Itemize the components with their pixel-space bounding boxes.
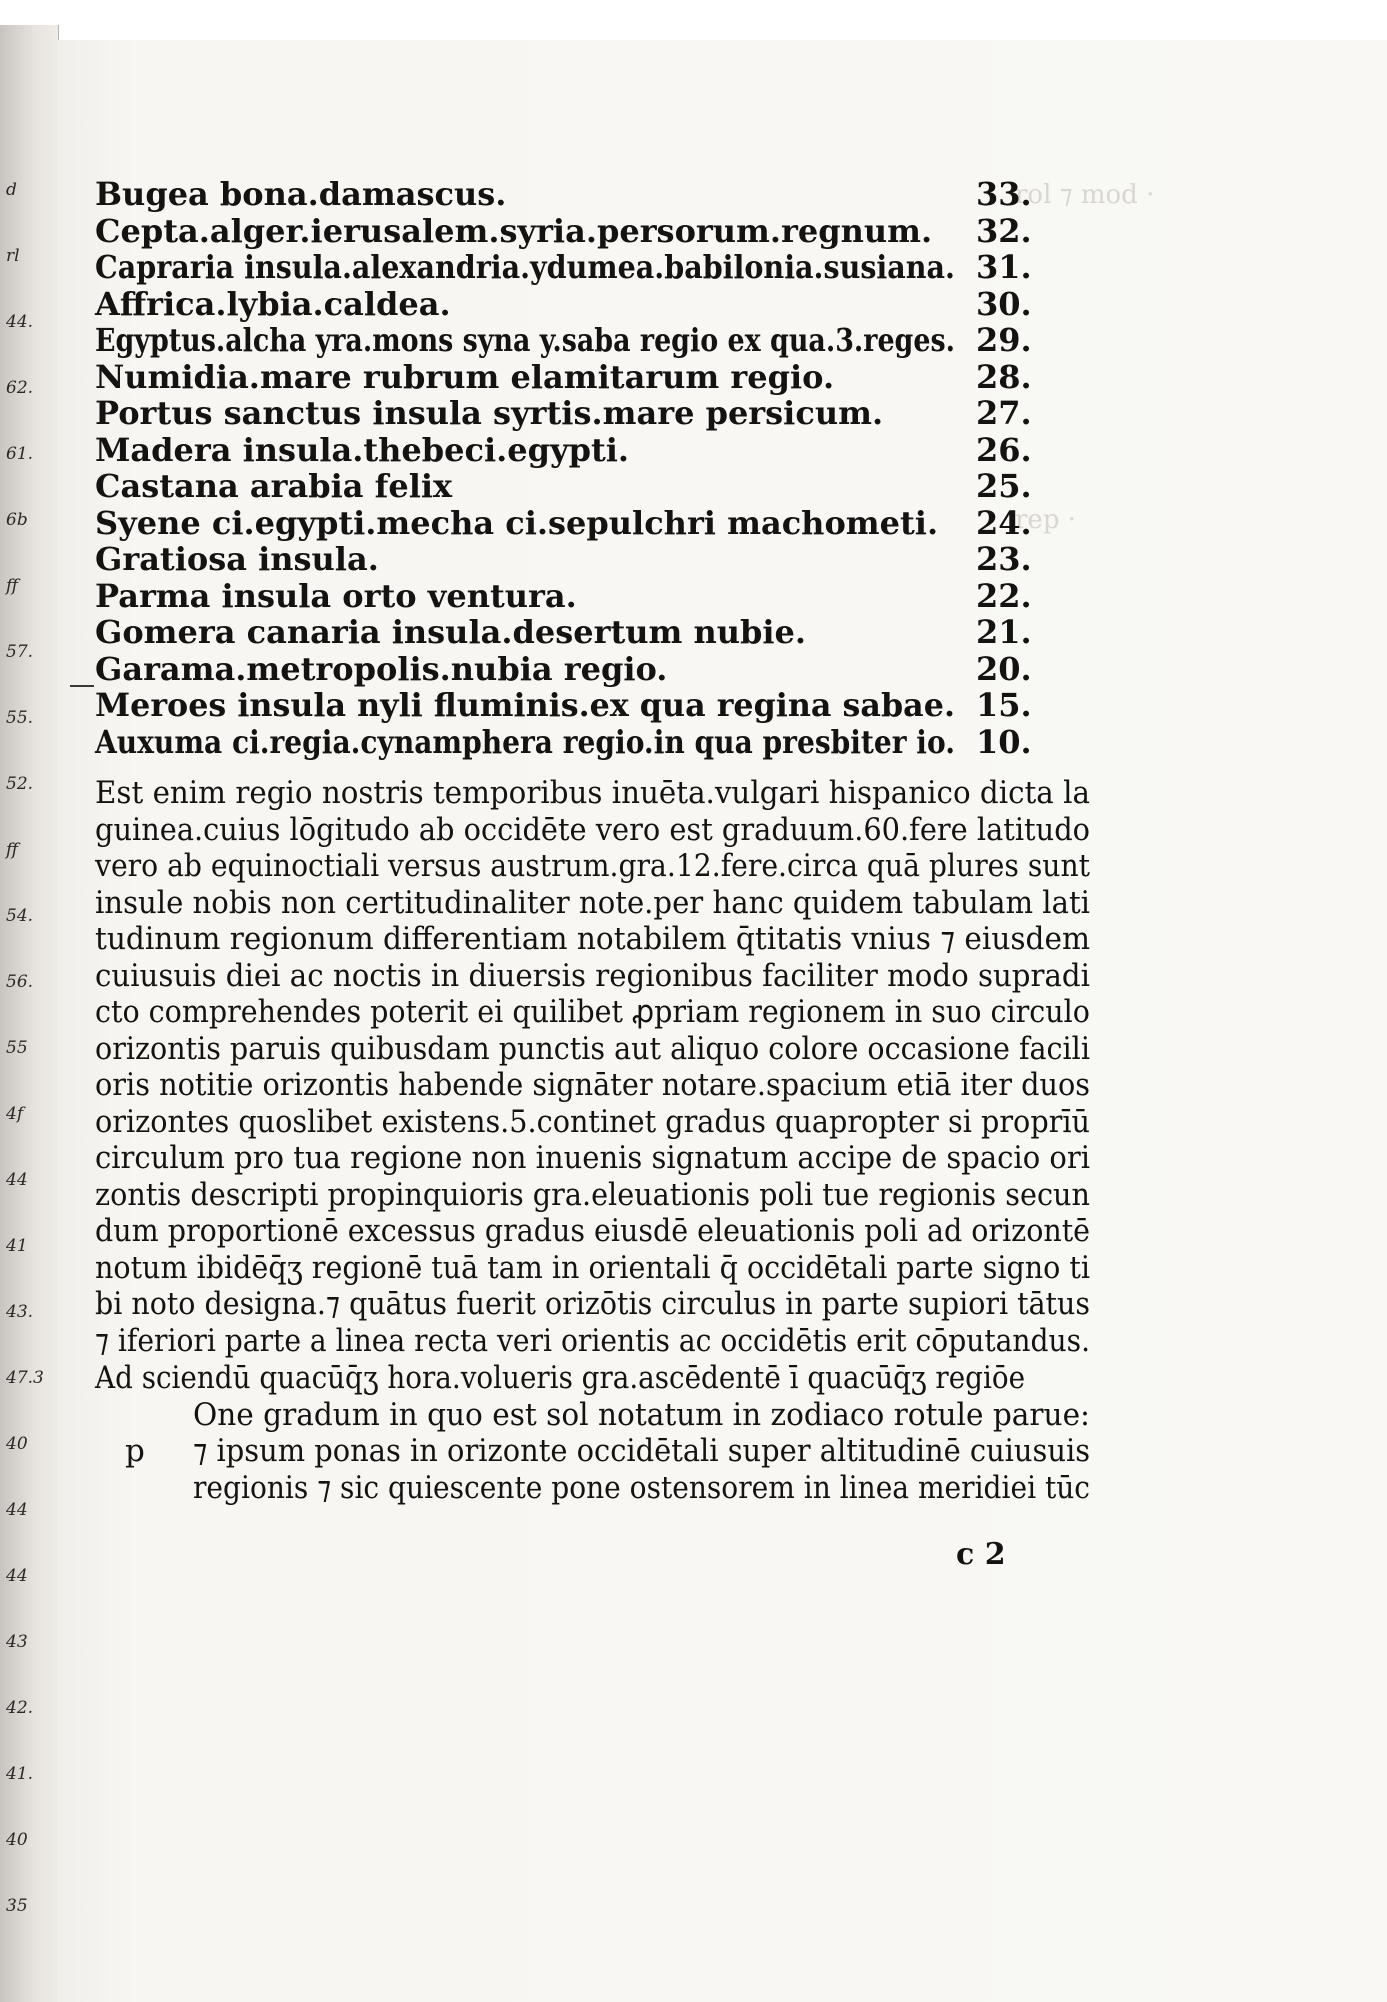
previous-page-fragment: 41 [6, 1236, 28, 1256]
table-row-degree: 22. [976, 577, 1032, 615]
previous-page-fragment: 6b [6, 510, 28, 530]
table-row-place: Castana arabia felix [95, 467, 453, 505]
previous-page-edge [0, 25, 59, 2002]
table-row-place: Syene ci.egypti.mecha ci.sepulchri machometi. [95, 504, 939, 542]
previous-page-fragment: 40 [6, 1434, 28, 1454]
table-row-degree: 20. [976, 650, 1032, 688]
table-row-degree: 28. [976, 358, 1032, 396]
previous-page-fragment: 52. [6, 774, 34, 794]
table-row-degree: 10. [976, 723, 1032, 761]
previous-page-fragment: 57. [6, 642, 34, 662]
table-row-place: Garama.metropolis.nubia regio. [95, 650, 668, 688]
previous-page-fragment: 62. [6, 378, 34, 398]
table-row-place: Bugea bona.damascus. [95, 175, 507, 213]
table-row-place: Affrica.lybia.caldea. [95, 285, 451, 323]
paragraph-line: tudinum regionum differentiam notabilem q̄titatis vnius ⁊ eiusdem [95, 921, 1090, 957]
paragraph-heading-line: Ad sciendū quacūq̄ʒ hora.volueris gra.ascēdentē ī quacūq̄ʒ regiōe [95, 1360, 1026, 1396]
previous-page-fragment: ff [6, 840, 19, 860]
table-row-place: Meroes insula nyli fluminis.ex qua regina sabae. [95, 686, 955, 724]
table-row-place: Madera insula.thebeci.egypti. [95, 431, 630, 469]
table-row-degree: 21. [976, 613, 1032, 651]
paragraph-line: ⁊ ipsum ponas in orizonte occidētali super altitudinē cuiusuis [193, 1433, 1091, 1469]
paragraph-line: One gradum in quo est sol notatum in zodiaco rotule parue: [193, 1397, 1091, 1433]
paragraph-line: Est enim regio nostris temporibus inuēta.vulgari hispanico dicta la [95, 775, 1090, 811]
previous-page-fragment: rl [6, 246, 20, 266]
paragraph-line: circulum pro tua regione non inuenis signatum accipe de spacio ori [95, 1140, 1091, 1176]
paragraph-line: orizontis paruis quibusdam punctis aut aliquo colore occasione facili [95, 1031, 1090, 1067]
paragraph-line: zontis descripti propinquioris gra.eleuationis poli tue regionis secun [95, 1177, 1090, 1213]
table-row-degree: 30. [976, 285, 1032, 323]
paragraph-line: ⁊ iferiori parte a linea recta veri orientis ac occidētis erit cōputandus. [95, 1323, 1091, 1359]
previous-page-fragment: d [6, 180, 17, 200]
previous-page-fragment: 44 [6, 1566, 28, 1586]
previous-page-fragment: 44 [6, 1500, 28, 1520]
table-row-degree: 32. [976, 212, 1032, 250]
signature-mark: c 2 [956, 1537, 1006, 1572]
table-row-degree: 24. [976, 504, 1032, 542]
previous-page-fragment: 43. [6, 1302, 34, 1322]
previous-page-fragment: 54. [6, 906, 34, 926]
paragraph-line: cuiusuis diei ac noctis in diuersis regionibus faciliter modo supradi [95, 958, 1090, 994]
previous-page-fragment: 44 [6, 1170, 28, 1190]
previous-page-fragment: 55. [6, 708, 34, 728]
table-row-degree: 15. [976, 686, 1032, 724]
previous-page-fragment: 47.3 [6, 1368, 44, 1388]
previous-page-fragment: 42. [6, 1698, 34, 1718]
paragraph-line: orizontes quoslibet existens.5.continet gradus quapropter si proprīū [95, 1104, 1091, 1140]
table-row-place: Numidia.mare rubrum elamitarum regio. [95, 358, 835, 396]
paragraph-line: notum ibidēq̄ʒ regionē tuā tam in orientali q̄ occidētali parte signo ti [95, 1250, 1091, 1286]
paragraph-line: dum proportionē excessus gradus eiusdē eleuationis poli ad orizontē [95, 1213, 1091, 1249]
table-row-degree: 25. [976, 467, 1032, 505]
paragraph-line: vero ab equinoctiali versus austrum.gra.12.fere.circa quā plures sunt [95, 848, 1091, 884]
paragraph-line: insule nobis non certitudinaliter note.per hanc quidem tabulam lati [95, 885, 1090, 921]
table-row-place: Capraria insula.alexandria.ydumea.babilonia.susiana. [95, 248, 956, 286]
show-through-text: rep · [1015, 505, 1076, 535]
previous-page-fragment: 55 [6, 1038, 28, 1058]
margin-letter: p [125, 1433, 145, 1469]
previous-page-fragment: 61. [6, 444, 34, 464]
table-row-degree: 33. [976, 175, 1032, 213]
table-row-degree: 26. [976, 431, 1032, 469]
table-row-place: Parma insula orto ventura. [95, 577, 577, 615]
previous-page-fragment: 44. [6, 312, 34, 332]
table-row-place: Egyptus.alcha yra.mons syna y.saba regio ex qua.3.reges. [95, 321, 955, 359]
previous-page-fragment: 40 [6, 1830, 28, 1850]
previous-page-fragment: 41. [6, 1764, 34, 1784]
table-row-place: Gratiosa insula. [95, 540, 379, 578]
table-row-place: Gomera canaria insula.desertum nubie. [95, 613, 807, 651]
previous-page-fragment: 56. [6, 972, 34, 992]
paragraph-line: regionis ⁊ sic quiescente pone ostensorem in linea meridiei tūc [193, 1470, 1091, 1506]
table-row-place: Cepta.alger.ierusalem.syria.persorum.regnum. [95, 212, 933, 250]
paragraph-line: guinea.cuius lōgitudo ab occidēte vero est graduum.60.fere latitudo [95, 812, 1090, 848]
table-row-degree: 23. [976, 540, 1032, 578]
show-through-text: rol ⁊ mod · [1015, 180, 1155, 210]
paragraph-line: cto comprehendes poterit ei quilibet ꝓpriam regionem in suo circulo [95, 994, 1090, 1030]
paragraph-line: oris notitie orizontis habende signāter notare.spacium etiā iter duos [95, 1067, 1091, 1103]
previous-page-fragment: 4f [6, 1104, 24, 1124]
previous-page-fragment: 35 [6, 1896, 28, 1916]
paragraph-line: bi noto designa.⁊ quātus fuerit orizōtis circulus in parte supiori tātus [95, 1286, 1090, 1322]
table-row-place: Auxuma ci.regia.cynamphera regio.in qua presbiter io. [95, 723, 955, 761]
previous-page-fragment: ff [6, 576, 19, 596]
table-row-degree: 31. [976, 248, 1032, 286]
margin-pen-mark [70, 685, 94, 687]
table-row-place: Portus sanctus insula syrtis.mare persicum. [95, 394, 884, 432]
table-row-degree: 29. [976, 321, 1032, 359]
table-row-degree: 27. [976, 394, 1032, 432]
previous-page-fragment: 43 [6, 1632, 28, 1652]
